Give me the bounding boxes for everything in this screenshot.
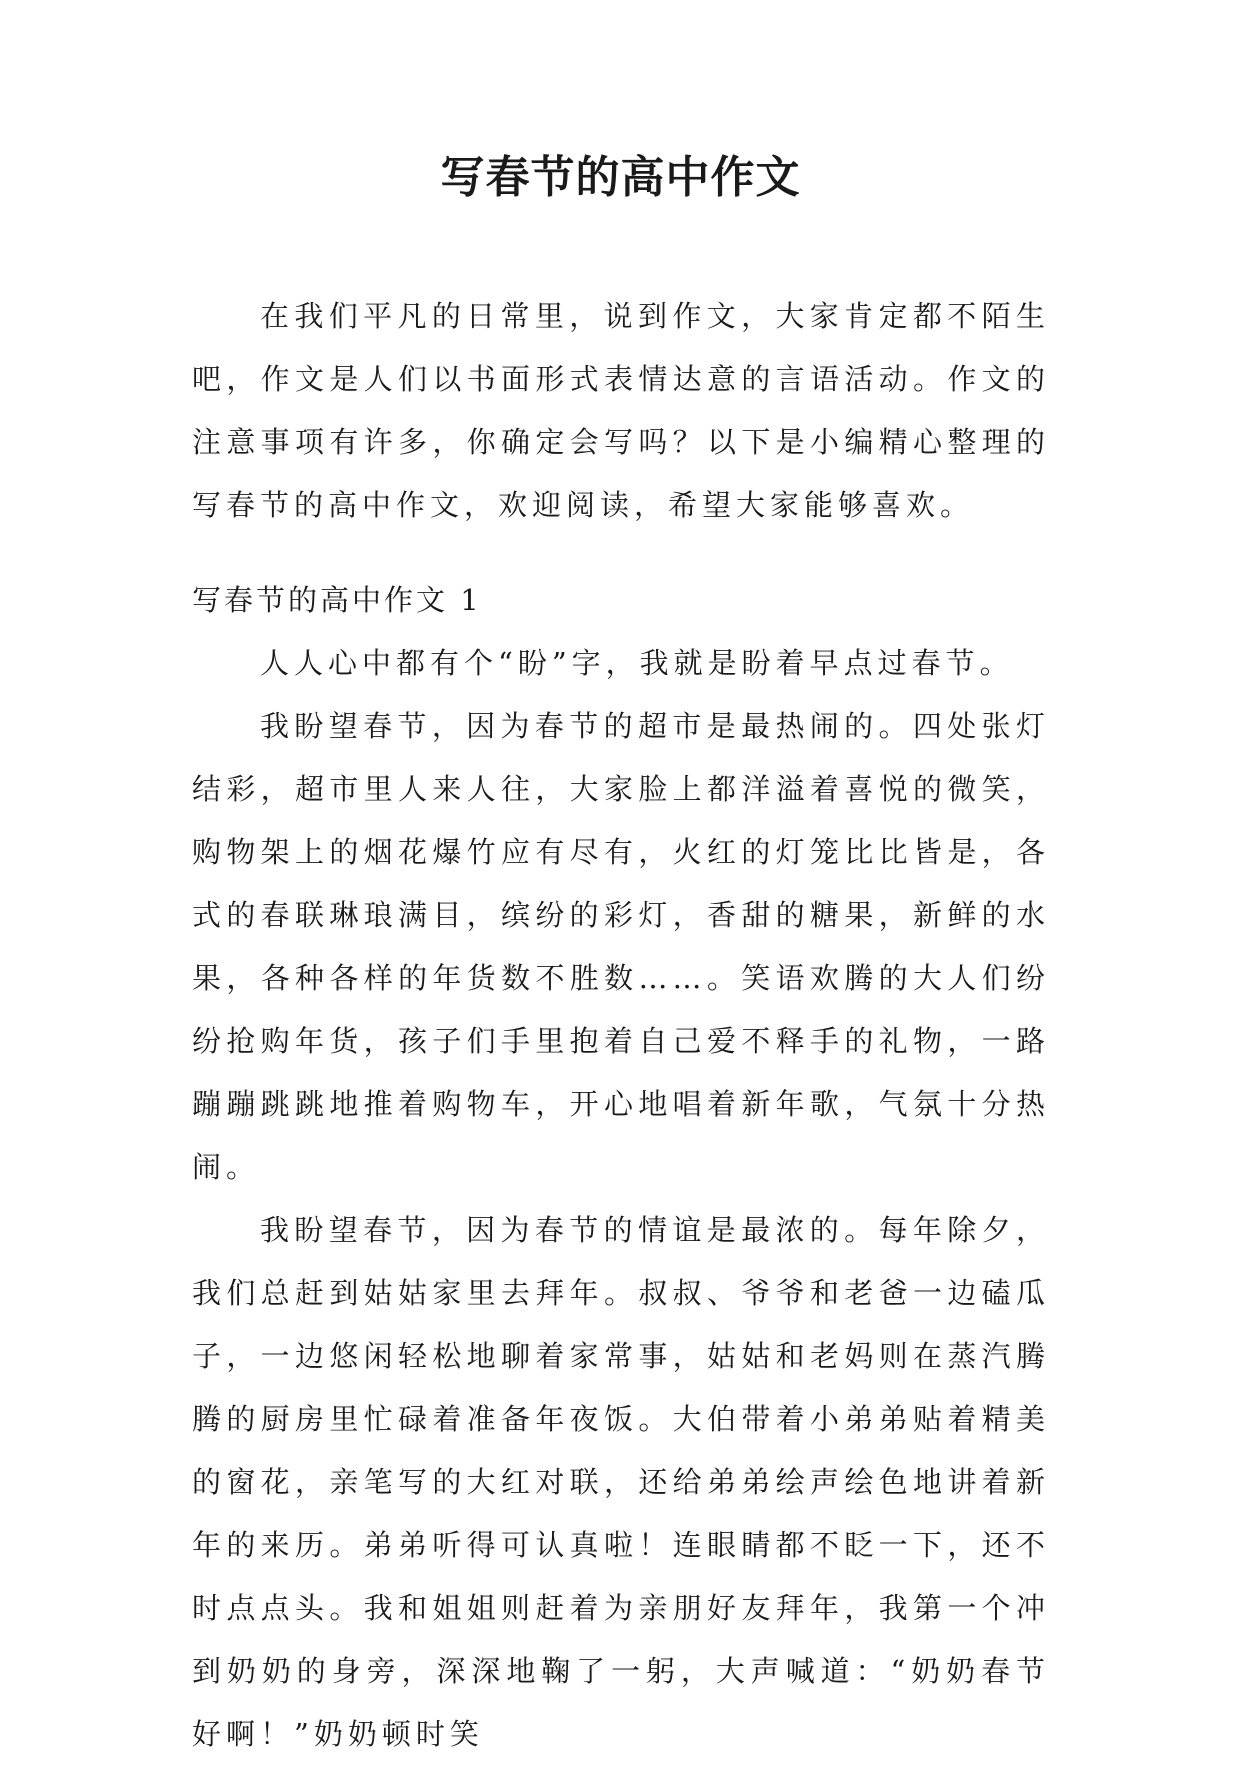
- essay-paragraph-2: 我盼望春节，因为春节的超市是最热闹的。四处张灯结彩，超市里人来人往，大家脸上都洋溢着喜悦的微笑，购物架上的烟花爆竹应有尽有，火红的灯笼比比皆是，各式的春联琳琅满目，缤纷的彩灯，香甜的糖果，新鲜的水果，各种各样的年货数不胜数……。笑语欢腾的大人们纷纷抢购年货，孩子们手里抱着自己爱不释手的礼物，一路蹦蹦跳跳地推着购物车，开心地唱着新年歌，气氛十分热闹。: [192, 709, 1050, 1184]
- essay-section: [192, 569, 1050, 1766]
- essay-paragraph-3: 我盼望春节，因为春节的情谊是最浓的。每年除夕，我们总赶到姑姑家里去拜年。叔叔、爷爷和老爸一边磕瓜子，一边悠闲轻松地聊着家常事，姑姑和老妈则在蒸汽腾腾的厨房里忙碌着准备年夜饭。大伯带着小弟弟贴着精美的窗花，亲笔写的大红对联，还给弟弟绘声绘色地讲着新年的来历。弟弟听得可认真啦！连眼睛都不眨一下，还不时点点头。我和姐姐则赶着为亲朋好友拜年，我第一个冲到奶奶的身旁，深深地鞠了一躬，大声喊道：“奶奶春节好啊！”奶奶顿时笑: [192, 1213, 1050, 1751]
- essay-paragraph-1: 人人心中都有个“盼”字，我就是盼着早点过春节。: [260, 646, 1014, 680]
- intro-paragraph: 在我们平凡的日常里，说到作文，大家肯定都不陌生吧，作文是人们以书面形式表情达意的言语活动。作文的注意事项有许多，你确定会写吗？以下是小编精心整理的写春节的高中作文，欢迎阅读，希望大家能够喜欢。: [192, 299, 1050, 522]
- document-title: 写春节的高中作文: [440, 152, 801, 203]
- section-heading: 写春节的高中作文 1: [192, 583, 482, 617]
